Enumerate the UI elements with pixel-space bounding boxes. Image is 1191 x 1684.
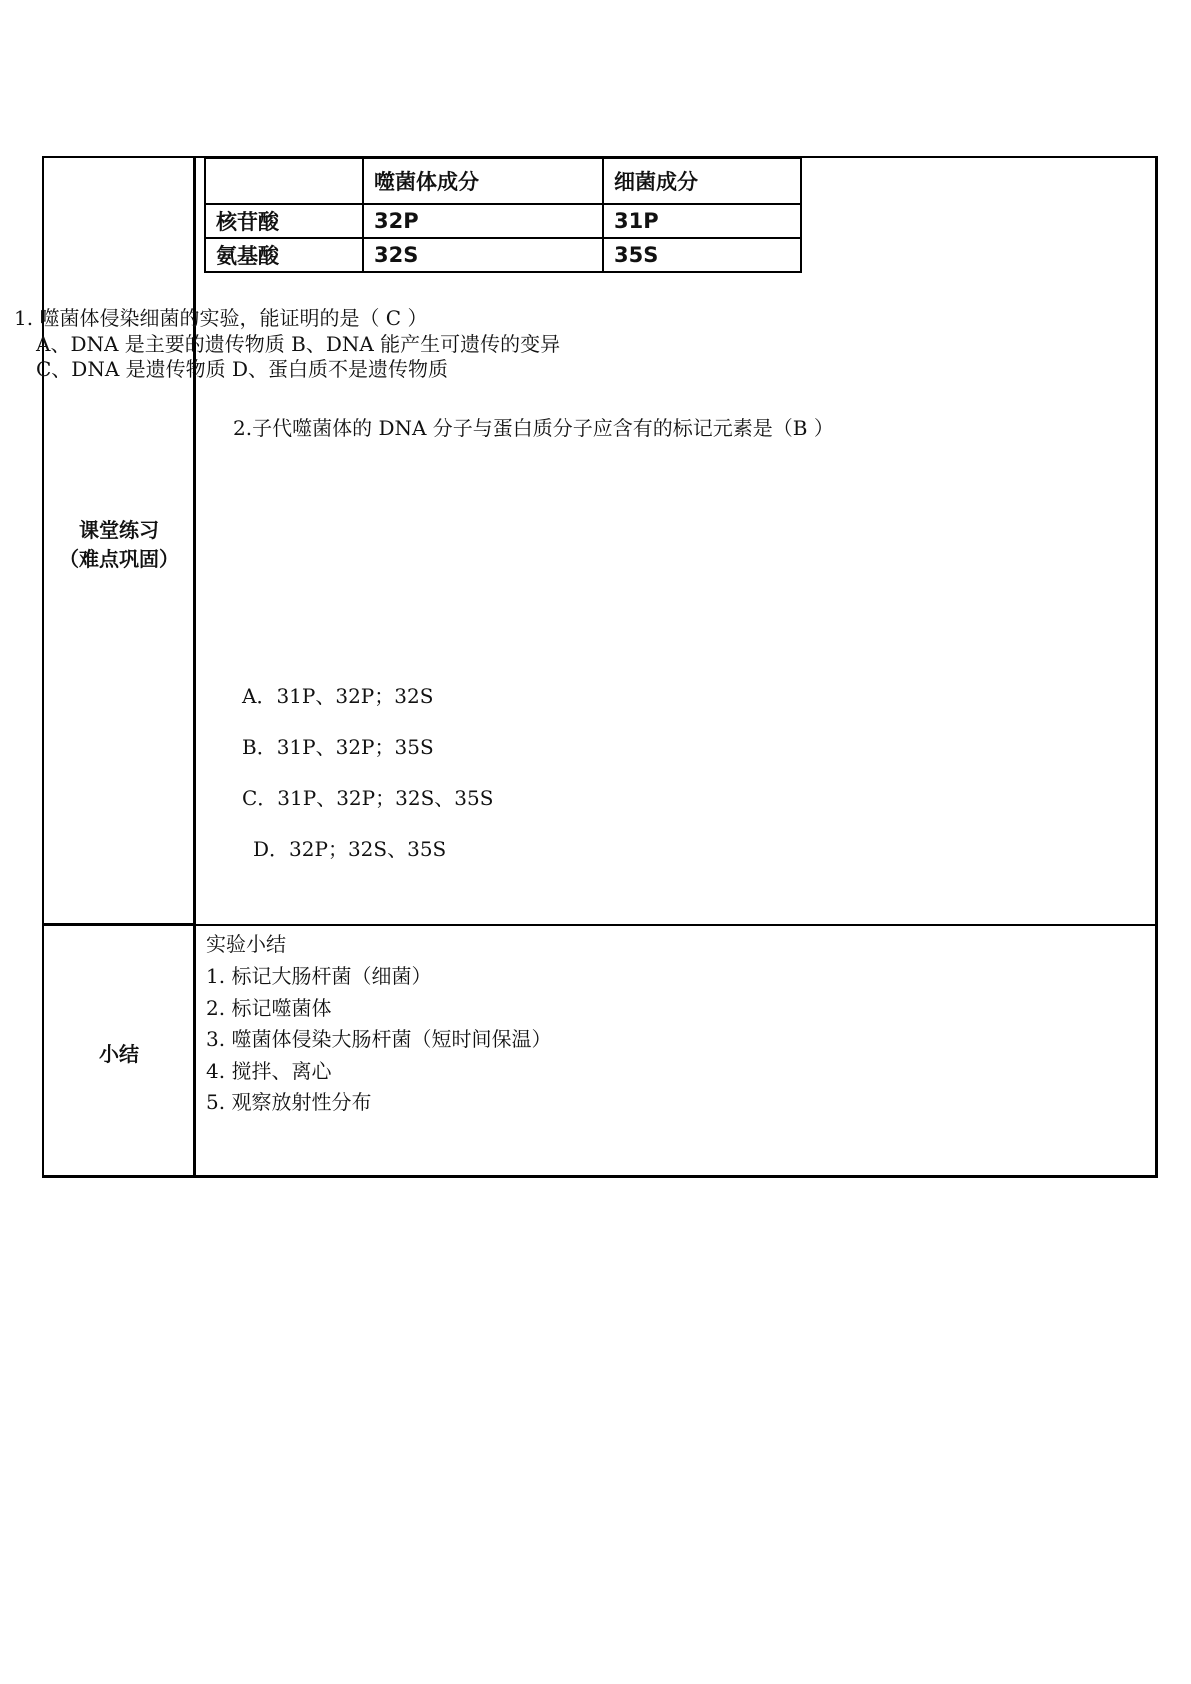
table-cell: 32P	[363, 204, 603, 238]
outer-bottom-border	[42, 1175, 1158, 1178]
table-header-cell	[205, 158, 363, 204]
question-2-stem: 2.子代噬菌体的 DNA 分子与蛋白质分子应含有的标记元素是（B ）	[233, 416, 834, 440]
list-item: 1. 标记大肠杆菌（细菌）	[206, 964, 432, 988]
outer-right-border	[1155, 156, 1158, 1177]
question-2-option-a: A．31P、32P；32S	[242, 684, 434, 708]
summary-title: 实验小结	[206, 932, 286, 956]
table-cell: 32S	[363, 238, 603, 272]
summary-label: 小结	[99, 1042, 139, 1066]
components-table	[204, 157, 802, 273]
table-header-row	[205, 158, 801, 204]
table-header-cell: 细菌成分	[603, 158, 801, 204]
list-item: 2. 标记噬菌体	[206, 995, 332, 1020]
question-2-option-b: B．31P、32P；35S	[242, 735, 434, 759]
question-1-options-cd: C、DNA 是遗传物质 D、蛋白质不是遗传物质	[36, 357, 449, 381]
table-row	[205, 204, 801, 238]
table-cell: 31P	[603, 204, 801, 238]
question-1-stem: 1. 噬菌体侵染细菌的实验，能证明的是（ C ）	[14, 306, 428, 330]
table-header-cell: 噬菌体成分	[363, 158, 603, 204]
table-row	[205, 238, 801, 272]
question-2-option-c: C．31P、32P；32S、35S	[242, 786, 494, 810]
question-1-options-ab: A、DNA 是主要的遗传物质 B、DNA 能产生可遗传的变异	[36, 332, 561, 356]
table-cell: 核苷酸	[205, 204, 363, 238]
table-cell: 氨基酸	[205, 238, 363, 272]
table-cell: 35S	[603, 238, 801, 272]
list-item: 4. 搅拌、离心	[206, 1058, 332, 1083]
row-divider	[42, 924, 1158, 926]
practice-label	[44, 516, 194, 574]
list-item: 5. 观察放射性分布	[206, 1090, 372, 1114]
practice-label-line1: 课堂练习	[79, 518, 159, 542]
question-2-option-d: D．32P；32S、35S	[253, 837, 447, 861]
summary-list	[206, 961, 551, 1119]
practice-label-line2: （难点巩固）	[59, 547, 179, 571]
list-item: 3. 噬菌体侵染大肠杆菌（短时间保温）	[206, 1027, 552, 1051]
row-divider-left-heavy	[42, 923, 194, 926]
